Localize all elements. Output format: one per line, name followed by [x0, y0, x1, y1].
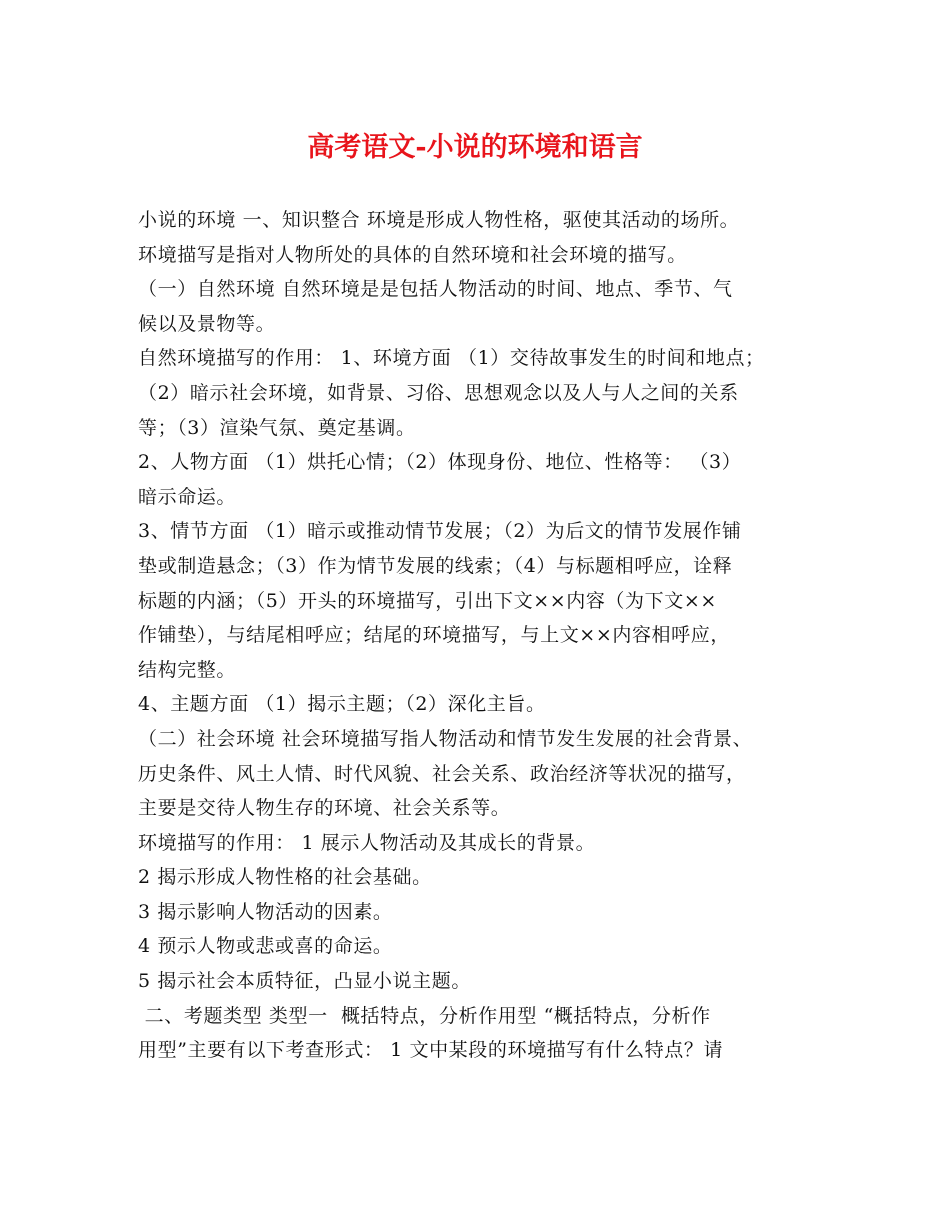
paragraph-line: 4、主题方面 （1）揭示主题；（2）深化主旨。 — [138, 693, 546, 716]
paragraph-line: 二、考题类型 类型一 概括特点，分析作用型 “概括特点，分析作 — [138, 1004, 711, 1027]
paragraph-line: 环境描写是指对人物所处的具体的自然环境和社会环境的描写。 — [138, 243, 687, 266]
paragraph-line: 用型”主要有以下考查形式： 1 文中某段的环境描写有什么特点？请 — [138, 1039, 724, 1062]
paragraph-line: 主要是交待人物生存的环境、社会关系等。 — [138, 797, 511, 820]
paragraph-line: 4 预示人物或悲或喜的命运。 — [138, 935, 393, 958]
paragraph-line: 作铺垫），与结尾相呼应；结尾的环境描写，与上文××内容相呼应， — [138, 624, 730, 647]
paragraph-line: 2、人物方面 （1）烘托心情；（2）体现身份、地位、性格等： （3） — [138, 451, 742, 474]
document-body — [138, 203, 838, 1068]
paragraph-line: 小说的环境 一、知识整合 环境是形成人物性格，驱使其活动的场所。 — [138, 209, 740, 231]
paragraph-line: （2）暗示社会环境，如背景、习俗、思想观念以及人与人之间的关系 — [138, 381, 739, 404]
paragraph-line: 2 揭示形成人物性格的社会基础。 — [138, 866, 432, 889]
paragraph-line: 环境描写的作用： 1 展示人物活动及其成长的背景。 — [138, 831, 596, 854]
paragraph-line: （二）社会环境 社会环境描写指人物活动和情节发生发展的社会背景、 — [138, 727, 753, 750]
paragraph-line: 3 揭示影响人物活动的因素。 — [138, 900, 393, 923]
paragraph-line: 历史条件、风土人情、时代风貌、社会关系、政治经济等状况的描写， — [138, 762, 746, 785]
page-title: 高考语文-小说的环境和语言 — [307, 132, 643, 163]
paragraph-line: 结构完整。 — [138, 658, 237, 681]
paragraph-line: 5 揭示社会本质特征，凸显小说主题。 — [138, 970, 471, 993]
paragraph-line: 3、情节方面 （1）暗示或推动情节发展；（2）为后文的情节发展作铺 — [138, 520, 742, 543]
paragraph-line: 自然环境描写的作用： 1、环境方面 （1）交待故事发生的时间和地点； — [138, 347, 765, 370]
paragraph-line: 候以及景物等。 — [138, 312, 276, 335]
paragraph-line: 垫或制造悬念；（3）作为情节发展的线索；（4）与标题相呼应，诠释 — [138, 554, 733, 577]
paragraph-line: 标题的内涵；（5）开头的环境描写，引出下文××内容（为下文×× — [138, 589, 717, 612]
paragraph-line: 等；（3）渲染气氛、奠定基调。 — [138, 416, 416, 439]
paragraph-line: （一）自然环境 自然环境是是包括人物活动的时间、地点、季节、气 — [138, 278, 733, 301]
paragraph-line: 暗示命运。 — [138, 485, 237, 508]
